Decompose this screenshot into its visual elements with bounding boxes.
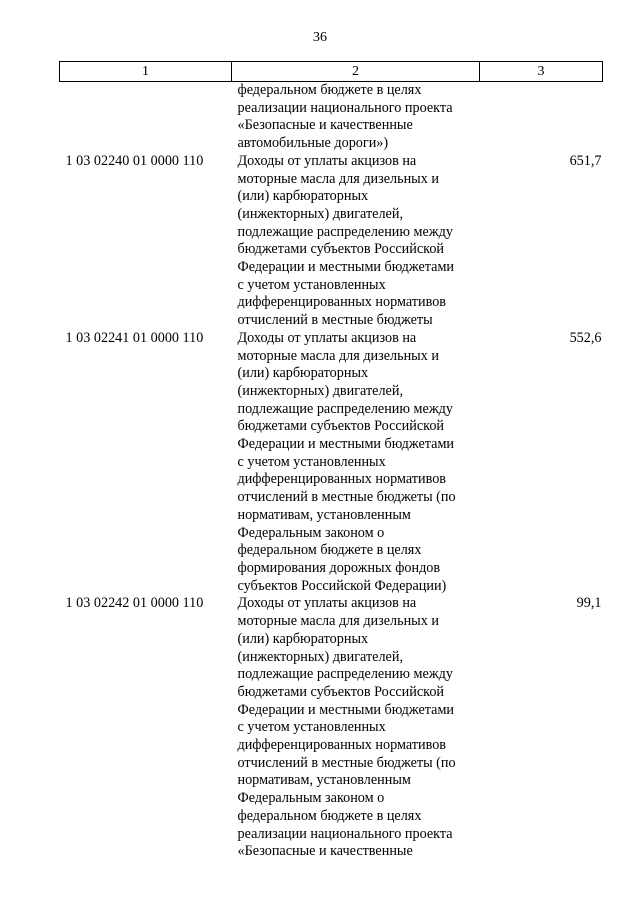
- description-line: дифференцированных нормативов: [237, 737, 446, 754]
- description-line: дифференцированных нормативов: [237, 294, 446, 311]
- description-line: (или) карбюраторных: [237, 188, 369, 205]
- description-line: реализации национального проекта: [237, 99, 453, 116]
- description-line: федеральном бюджете в целях: [237, 542, 422, 559]
- revenue-description-cell: [232, 330, 480, 596]
- description-line: Федерации и местными бюджетами: [237, 701, 455, 718]
- description-line: Федерации и местными бюджетами: [237, 259, 455, 276]
- revenue-description-cell: [232, 153, 480, 330]
- description-line: бюджетами субъектов Российской: [237, 418, 445, 435]
- description-line: Федеральным законом о: [237, 790, 385, 807]
- table-row: [60, 330, 603, 596]
- table-header-row: [60, 62, 603, 82]
- description-line: подлежащие распределению между: [237, 400, 453, 417]
- description-line: отчислений в местные бюджеты (по: [237, 754, 456, 771]
- revenue-code-cell: [60, 82, 232, 153]
- revenue-description-cell: [232, 595, 480, 861]
- description-line: «Безопасные и качественные: [237, 843, 413, 860]
- description-line: дифференцированных нормативов: [237, 471, 446, 488]
- description-line: подлежащие распределению между: [237, 666, 453, 683]
- description-line: Федерации и местными бюджетами: [237, 436, 455, 453]
- column-header-2: 2: [232, 62, 480, 82]
- description-line: реализации национального проекта: [237, 825, 453, 842]
- revenue-description-cell: [232, 82, 480, 153]
- description-line: (инжекторных) двигателей,: [237, 382, 403, 399]
- budget-revenue-table: [59, 61, 603, 861]
- description-line: подлежащие распределению между: [237, 223, 453, 240]
- description-line: бюджетами субъектов Российской: [237, 683, 445, 700]
- description-line: субъектов Российской Федерации): [237, 577, 447, 594]
- description-line: федеральном бюджете в целях: [237, 82, 422, 98]
- description-line: моторные масла для дизельных и: [237, 347, 439, 364]
- description-line: Доходы от уплаты акцизов на: [237, 329, 417, 346]
- description-line: нормативам, установленным: [237, 506, 411, 523]
- amount-cell: [480, 82, 603, 153]
- description-line: бюджетами субъектов Российской: [237, 241, 445, 258]
- column-header-3: 3: [480, 62, 603, 82]
- revenue-code-cell: 1 03 02242 01 0000 110: [65, 595, 204, 612]
- description-line: федеральном бюджете в целях: [237, 807, 422, 824]
- revenue-code-cell: 1 03 02240 01 0000 110: [65, 152, 204, 169]
- description-line: моторные масла для дизельных и: [237, 613, 439, 630]
- description-line: отчислений в местные бюджеты (по: [237, 489, 456, 506]
- description-line: нормативам, установленным: [237, 772, 411, 789]
- table-row: [60, 153, 603, 330]
- description-line: (инжекторных) двигателей,: [237, 205, 403, 222]
- table-body: [60, 82, 603, 861]
- page-number: 36: [313, 30, 327, 45]
- column-header-1: 1: [60, 62, 232, 82]
- description-line: Федеральным законом о: [237, 524, 385, 541]
- description-line: «Безопасные и качественные: [237, 117, 413, 134]
- revenue-code-cell: 1 03 02241 01 0000 110: [65, 329, 204, 346]
- table-row: [60, 595, 603, 861]
- description-line: автомобильные дороги»): [237, 135, 389, 152]
- description-line: с учетом установленных: [237, 719, 386, 736]
- amount-cell: 552,6: [569, 329, 602, 346]
- description-line: моторные масла для дизельных и: [237, 170, 439, 187]
- table-row: [60, 82, 603, 153]
- description-line: формирования дорожных фондов: [237, 559, 441, 576]
- description-line: (или) карбюраторных: [237, 630, 369, 647]
- description-line: Доходы от уплаты акцизов на: [237, 595, 417, 612]
- amount-cell: 99,1: [576, 595, 602, 612]
- description-line: Доходы от уплаты акцизов на: [237, 152, 417, 169]
- description-line: с учетом установленных: [237, 276, 386, 293]
- amount-cell: 651,7: [569, 152, 602, 169]
- description-line: с учетом установленных: [237, 453, 386, 470]
- description-line: (инжекторных) двигателей,: [237, 648, 403, 665]
- description-line: (или) карбюраторных: [237, 365, 369, 382]
- description-line: отчислений в местные бюджеты: [237, 312, 433, 329]
